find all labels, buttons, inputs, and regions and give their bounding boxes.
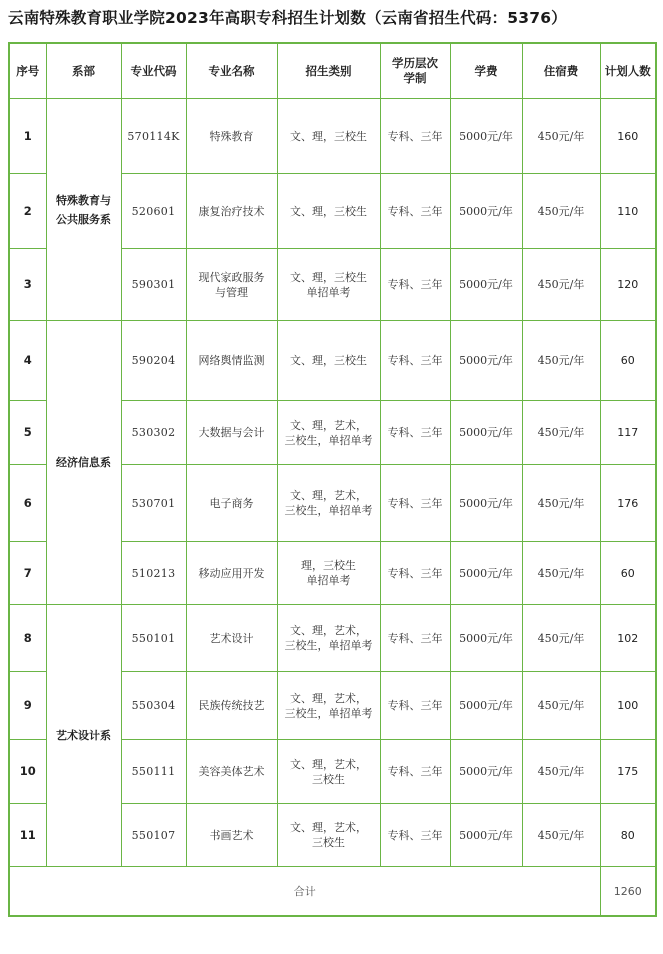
plan-count: 60 — [600, 542, 656, 605]
major-name — [186, 605, 277, 672]
header-level — [380, 43, 450, 99]
category — [277, 804, 380, 867]
major-name — [186, 99, 277, 174]
major-name — [186, 542, 277, 605]
category — [277, 740, 380, 804]
header-level-line2: 学制 — [403, 71, 427, 85]
category-line1: 文、理，三校生 — [290, 354, 367, 367]
major-name — [186, 465, 277, 542]
level: 专科、三年 — [380, 401, 450, 465]
header-code: 专业代码 — [121, 43, 186, 99]
level: 专科、三年 — [380, 249, 450, 321]
row-seq: 11 — [9, 804, 46, 867]
lodging: 450元/年 — [522, 465, 600, 542]
page-title: 云南特殊教育职业学院2023年高职专科招生计划数（云南省招生代码：5376） — [8, 9, 567, 27]
row-seq: 5 — [9, 401, 46, 465]
header-row — [9, 43, 656, 99]
lodging: 450元/年 — [522, 672, 600, 740]
table-row — [9, 99, 656, 174]
major-code: 510213 — [121, 542, 186, 605]
plan-count: 80 — [600, 804, 656, 867]
table-row — [9, 605, 656, 672]
category-line1: 文、理，艺术， — [290, 489, 367, 502]
lodging: 450元/年 — [522, 321, 600, 401]
category-line1: 理，三校生 — [301, 559, 356, 572]
tuition: 5000元/年 — [450, 542, 522, 605]
category-line1: 文、理，艺术， — [290, 624, 367, 637]
header-tuition: 学费 — [450, 43, 522, 99]
tuition: 5000元/年 — [450, 401, 522, 465]
enrollment-plan-table — [8, 42, 657, 917]
level: 专科、三年 — [380, 99, 450, 174]
major-name-line1: 书画艺术 — [209, 828, 254, 842]
major-name-line1: 康复治疗技术 — [198, 204, 265, 218]
major-name-line1: 移动应用开发 — [198, 566, 265, 580]
header-plan: 计划人数 — [600, 43, 656, 99]
total-label: 合计 — [9, 867, 600, 917]
lodging: 450元/年 — [522, 542, 600, 605]
category-line2: 三校生，单招单考 — [284, 706, 373, 720]
category-line2: 三校生，单招单考 — [284, 504, 373, 517]
header-name: 专业名称 — [186, 43, 277, 99]
category — [277, 321, 380, 401]
row-seq: 7 — [9, 542, 46, 605]
major-name-line1: 美容美体艺术 — [198, 765, 265, 778]
major-name-line2: 与管理 — [215, 285, 248, 299]
major-code: 550101 — [121, 605, 186, 672]
tuition: 5000元/年 — [450, 804, 522, 867]
total-value: 1260 — [600, 867, 656, 917]
level: 专科、三年 — [380, 605, 450, 672]
major-code: 530302 — [121, 401, 186, 465]
major-name-line1: 民族传统技艺 — [198, 699, 265, 712]
category — [277, 672, 380, 740]
total-row — [9, 867, 656, 917]
plan-count: 110 — [600, 174, 656, 249]
category-line1: 文、理，艺术， — [290, 821, 367, 834]
tuition: 5000元/年 — [450, 174, 522, 249]
row-seq: 10 — [9, 740, 46, 804]
major-name — [186, 804, 277, 867]
lodging: 450元/年 — [522, 804, 600, 867]
category — [277, 605, 380, 672]
major-name — [186, 249, 277, 321]
major-name — [186, 740, 277, 804]
major-code: 550111 — [121, 740, 186, 804]
dept-cell — [46, 99, 121, 321]
category — [277, 174, 380, 249]
table-row — [9, 321, 656, 401]
category-line1: 文、理，三校生 — [290, 204, 367, 218]
tuition: 5000元/年 — [450, 99, 522, 174]
major-name — [186, 321, 277, 401]
dept-cell — [46, 605, 121, 867]
plan-count: 100 — [600, 672, 656, 740]
plan-count: 102 — [600, 605, 656, 672]
category — [277, 99, 380, 174]
category-line1: 文、理，艺术， — [290, 418, 367, 432]
lodging: 450元/年 — [522, 401, 600, 465]
level: 专科、三年 — [380, 740, 450, 804]
category-line2: 三校生 — [312, 836, 345, 849]
category-line1: 文、理，三校生 — [290, 129, 367, 143]
row-seq: 4 — [9, 321, 46, 401]
dept-line1: 艺术设计系 — [56, 729, 111, 742]
major-name-line1: 特殊教育 — [209, 129, 254, 143]
header-dept: 系部 — [46, 43, 121, 99]
dept-line1: 经济信息系 — [56, 456, 111, 469]
major-code: 570114K — [121, 99, 186, 174]
category-line1: 文、理，艺术， — [290, 757, 367, 771]
lodging: 450元/年 — [522, 605, 600, 672]
tuition: 5000元/年 — [450, 605, 522, 672]
dept-line2: 公共服务系 — [56, 212, 111, 226]
plan-count: 120 — [600, 249, 656, 321]
lodging: 450元/年 — [522, 249, 600, 321]
header-level-line1: 学历层次 — [392, 56, 438, 70]
row-seq: 6 — [9, 465, 46, 542]
category-line1: 文、理，艺术， — [290, 691, 367, 705]
category-line2: 单招单考 — [306, 285, 351, 299]
major-code: 530701 — [121, 465, 186, 542]
level: 专科、三年 — [380, 465, 450, 542]
lodging: 450元/年 — [522, 174, 600, 249]
plan-count: 117 — [600, 401, 656, 465]
category — [277, 401, 380, 465]
level: 专科、三年 — [380, 672, 450, 740]
tuition: 5000元/年 — [450, 321, 522, 401]
category — [277, 465, 380, 542]
plan-count: 175 — [600, 740, 656, 804]
major-name-line1: 艺术设计 — [209, 631, 254, 645]
header-category: 招生类别 — [277, 43, 380, 99]
tuition: 5000元/年 — [450, 249, 522, 321]
row-seq: 2 — [9, 174, 46, 249]
tuition: 5000元/年 — [450, 465, 522, 542]
category — [277, 542, 380, 605]
major-name — [186, 174, 277, 249]
category — [277, 249, 380, 321]
plan-count: 160 — [600, 99, 656, 174]
major-code: 520601 — [121, 174, 186, 249]
row-seq: 9 — [9, 672, 46, 740]
dept-cell — [46, 321, 121, 605]
header-seq: 序号 — [9, 43, 46, 99]
row-seq: 1 — [9, 99, 46, 174]
plan-count: 60 — [600, 321, 656, 401]
major-code: 590301 — [121, 249, 186, 321]
major-code: 550304 — [121, 672, 186, 740]
level: 专科、三年 — [380, 542, 450, 605]
major-name — [186, 672, 277, 740]
category-line2: 三校生 — [312, 772, 345, 786]
major-name-line1: 电子商务 — [209, 496, 254, 510]
category-line1: 文、理，三校生 — [290, 270, 367, 284]
dept-line1: 特殊教育与 — [56, 193, 111, 207]
major-name-line1: 大数据与会计 — [198, 426, 265, 439]
major-name-line1: 现代家政服务 — [198, 270, 265, 284]
category-line2: 单招单考 — [306, 574, 351, 587]
category-line2: 三校生，单招单考 — [284, 639, 373, 652]
plan-count: 176 — [600, 465, 656, 542]
header-lodging: 住宿费 — [522, 43, 600, 99]
level: 专科、三年 — [380, 804, 450, 867]
tuition: 5000元/年 — [450, 740, 522, 804]
row-seq: 8 — [9, 605, 46, 672]
category-line2: 三校生，单招单考 — [284, 433, 373, 447]
lodging: 450元/年 — [522, 99, 600, 174]
row-seq: 3 — [9, 249, 46, 321]
level: 专科、三年 — [380, 321, 450, 401]
major-code: 590204 — [121, 321, 186, 401]
tuition: 5000元/年 — [450, 672, 522, 740]
major-code: 550107 — [121, 804, 186, 867]
major-name-line1: 网络舆情监测 — [198, 354, 265, 367]
major-name — [186, 401, 277, 465]
lodging: 450元/年 — [522, 740, 600, 804]
level: 专科、三年 — [380, 174, 450, 249]
